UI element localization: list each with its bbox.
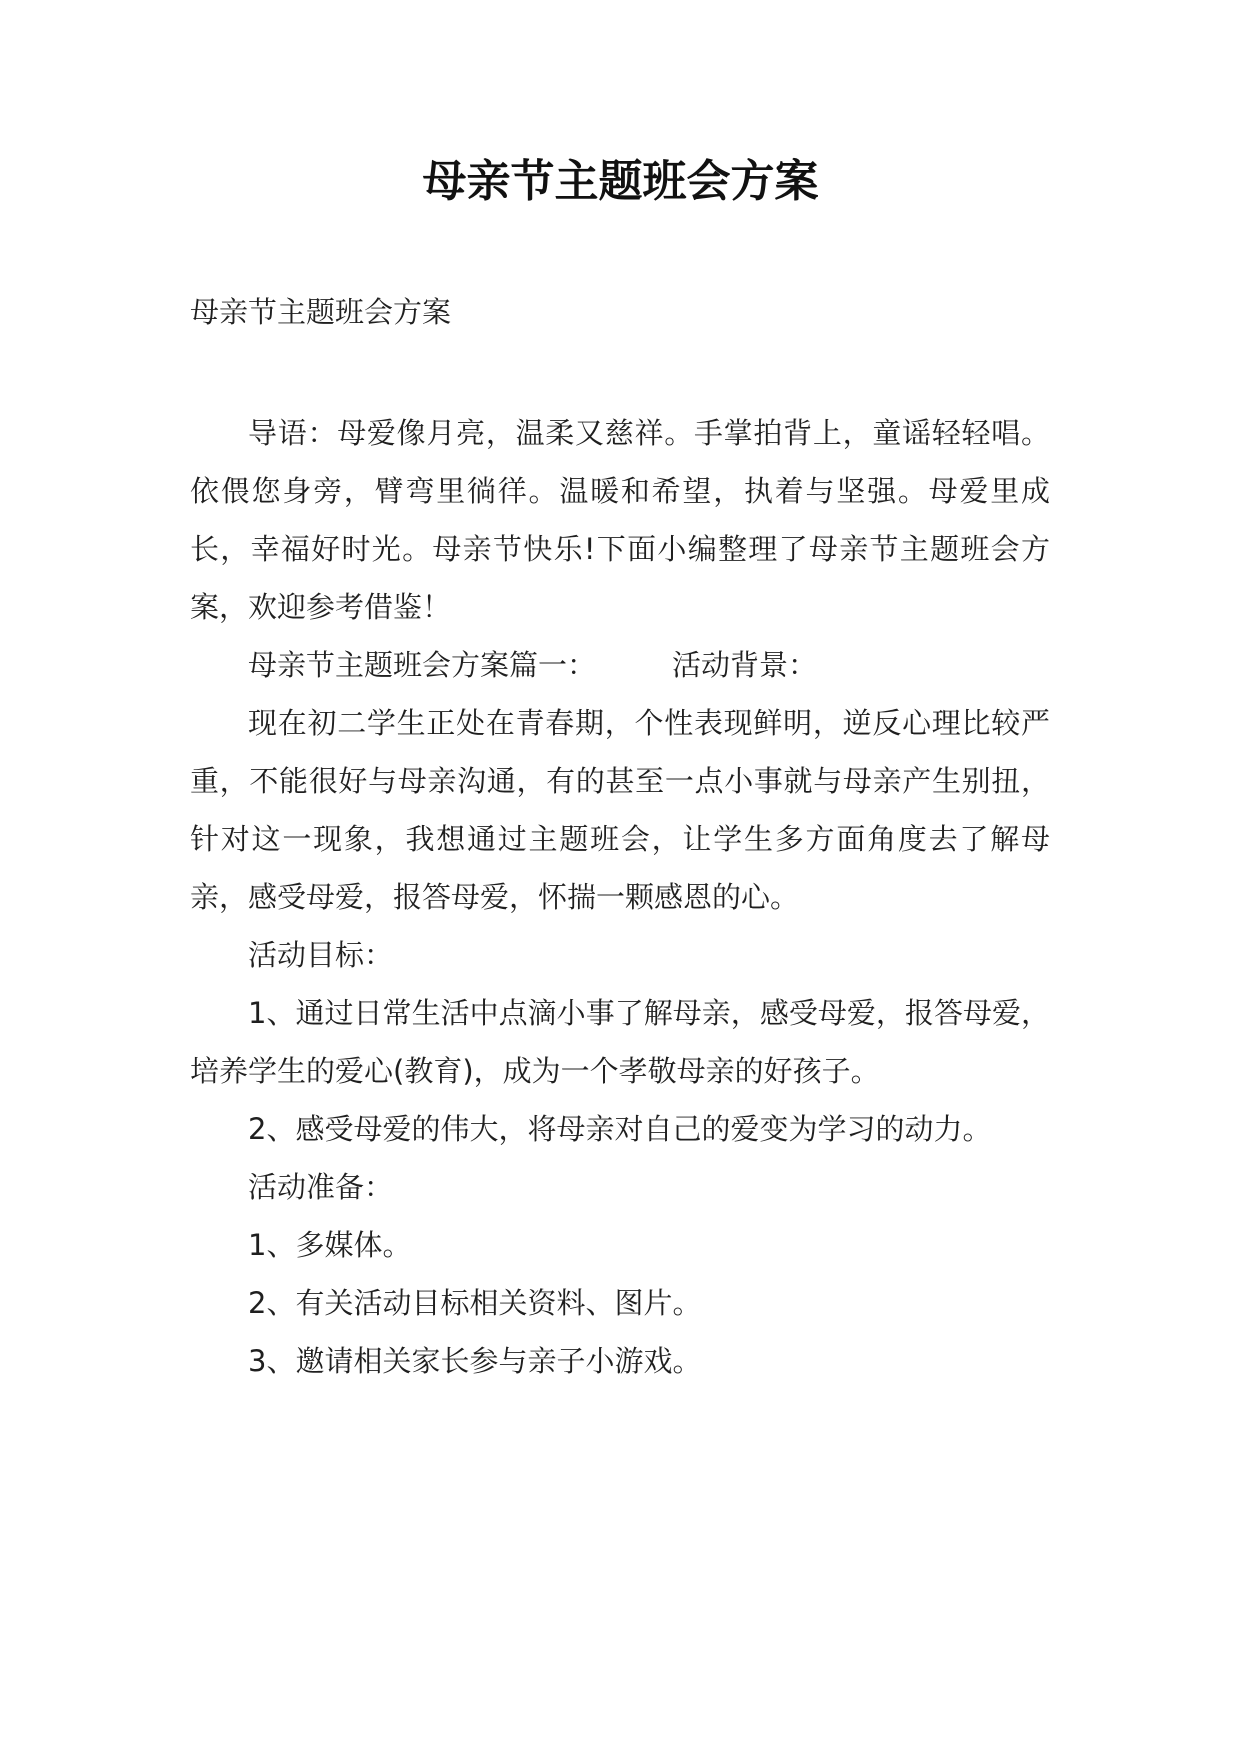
goals-heading: 活动目标：	[248, 938, 394, 972]
prep-heading: 活动准备：	[248, 1170, 394, 1204]
prep-item-3: 3、邀请相关家长参与亲子小游戏。	[248, 1344, 702, 1378]
background-paragraph: 现在初二学生正处在青春期，个性表现鲜明，逆反心理比较严重，不能很好与母亲沟通，有的甚至一点小事就与母亲产生别扭，针对这一现象，我想通过主题班会，让学生多方面角度去了解母亲，感受母爱，报答母爱，怀揣一颗感恩的心。	[190, 706, 1050, 914]
prep-item-2: 2、有关活动目标相关资料、图片。	[248, 1286, 702, 1320]
goal-item-2: 2、感受母爱的伟大，将母亲对自己的爱变为学习的动力。	[248, 1112, 992, 1146]
part-one-heading-line	[190, 636, 1050, 694]
document-title: 母亲节主题班会方案	[422, 156, 819, 207]
goal-item-1: 1、通过日常生活中点滴小事了解母亲，感受母爱，报答母爱，培养学生的爱心(教育)，成为一个孝敬母亲的好孩子。	[190, 996, 1050, 1088]
prep-item-1: 1、多媒体。	[248, 1228, 412, 1262]
background-heading: 活动背景：	[672, 648, 818, 682]
document-body	[190, 404, 1050, 1390]
part-one-heading: 母亲节主题班会方案篇一：	[248, 648, 597, 682]
document-subtitle: 母亲节主题班会方案	[190, 295, 452, 329]
intro-paragraph: 导语：母爱像月亮，温柔又慈祥。手掌拍背上，童谣轻轻唱。依偎您身旁，臂弯里徜徉。温暖和希望，执着与坚强。母爱里成长，幸福好时光。母亲节快乐!下面小编整理了母亲节主题班会方案，欢迎参考借鉴！	[190, 416, 1050, 624]
